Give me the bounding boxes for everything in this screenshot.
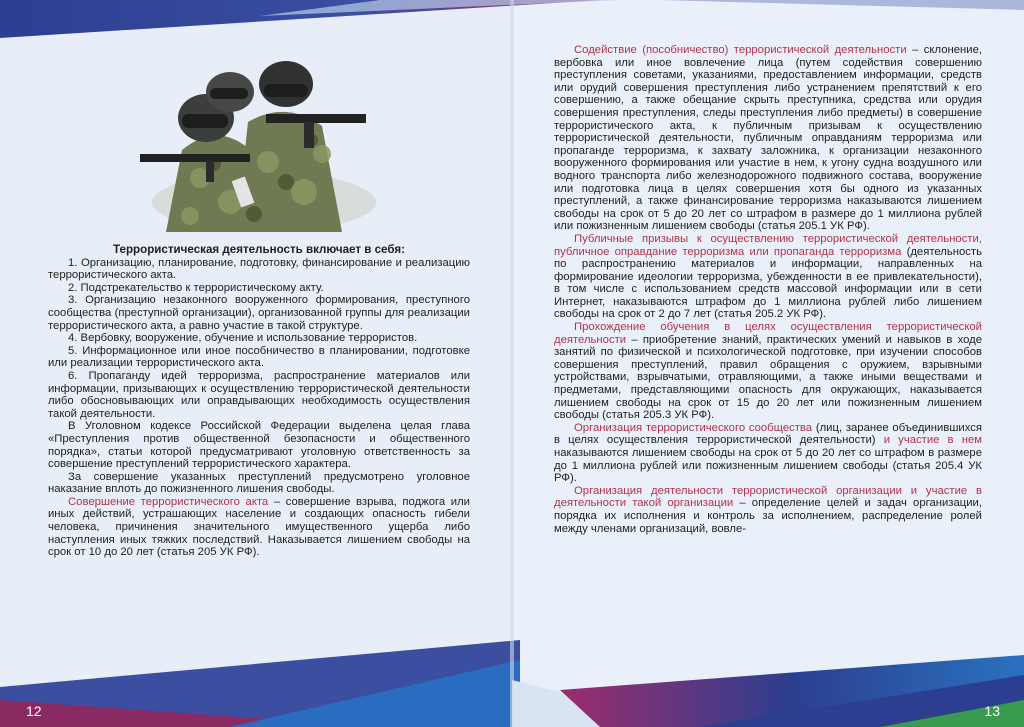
highlighted-term: Прохождение обучения в целях осуществления террористической деятельности bbox=[554, 321, 982, 346]
paragraph bbox=[48, 496, 470, 559]
highlighted-term: Содействие (пособничество) террористической деятельности bbox=[574, 44, 907, 56]
highlighted-term: Организация террористического сообщества bbox=[574, 421, 813, 434]
highlighted-term: Публичные призывы к осуществлению террористической деятельности, публичное оправдание терроризма или пропаганда терроризма bbox=[554, 232, 982, 258]
paragraph bbox=[554, 422, 982, 485]
list-item: 5. Информационное или иное пособничество в планировании, подготовке или реализации террористического акта. bbox=[48, 344, 470, 370]
list-item: 6. Пропаганду идей терроризма, распространение материалов или информации, призывающих к осуществлению террористической деятельности либо обосновывающих или оправдывающих необходимость осуществления такой деятельности. bbox=[48, 369, 470, 420]
paragraph-text: – определение целей и задач организации, порядка их исполнения и контроль за исполнением, распределение ролей между членами организаций, вовле- bbox=[554, 497, 982, 535]
list-item: 3. Организацию незаконного вооруженного формирования, преступного сообщества (преступной организации), организованной группы для реализации террористического акта, а равно участие в такой структуре. bbox=[48, 294, 470, 332]
special-forces-soldiers-image bbox=[136, 52, 376, 232]
list-item: 1. Организацию, планирование, подготовку, финансирование и реализацию террористического акта. bbox=[48, 256, 470, 282]
paragraph bbox=[554, 321, 982, 422]
paragraph-text: (лиц, заранее объединившихся в целях осуществления террористической деятельности) bbox=[554, 421, 983, 447]
list-item: 4. Вербовку, вооружение, обучение и использование террористов. bbox=[68, 332, 418, 345]
page-number-right: 13 bbox=[984, 703, 1000, 719]
left-column bbox=[48, 244, 470, 559]
list-item: 2. Подстрекательство к террористическому акту. bbox=[68, 281, 324, 294]
section-heading: Террористическая деятельность включает в себя: bbox=[113, 243, 405, 256]
paragraph-text: – совершение взрыва, поджога или иных действий, устрашающих население и создающих опасность гибели человека, причинения значительного имущественного ущерба либо наступления иных тяжких последствий. Наказывается лишением свободы на срок от 10 до 20 лет (статья 205 УК РФ). bbox=[48, 495, 470, 559]
right-column bbox=[554, 44, 982, 535]
paragraph-text: – склонение, вербовка или иное вовлечение лица (путем содействия совершению преступления советами, указаниями, предоставлением информации, средств или орудий совершения преступления либо устранением препятствий к его совершению, а также обещание скрыть преступника, средства или орудия совершения преступления, следы преступления либо предметы) в совершение террористического акта, к публичным призывам к осуществлению террористической деятельности, публичным оправданиям терроризма или пропаганде терроризма, к захвату заложника, к организации незаконного вооруженного формирования или участие в нем, к угону судна воздушного или водного транспорта либо железнодорожного подвижного состава, вооружение или подготовка лица в целях совершения хотя бы одного из указанных преступлений, а также финансирование терроризма наказываются лишением свободы на срок от 5 до 20 лет со штрафом в размере до 1 миллиона рублей или пожизненным лишением свободы (статья 205.1 УК РФ). bbox=[554, 44, 982, 233]
paragraph: В Уголовном кодексе Российской Федерации выделена целая глава «Преступления против общественной безопасности и общественного порядка», статьи которой предусматривают уголовную ответственность за совершение преступлений террористического характера. bbox=[48, 420, 470, 471]
paragraph-text: наказываются лишением свободы на срок от 5 до 20 лет со штрафом в размере до 1 миллиона рублей или пожизненным лишением свободы (статья 205.4 УК РФ). bbox=[554, 447, 982, 485]
highlighted-term: Совершение террористического акта bbox=[68, 495, 269, 508]
paragraph-text: (деятельность по распространению материалов и информации, направленных на формирование идеологии терроризма, убежденности в ее привлекательности), в том числе с использованием средств массовой информации или в сети Интернет, наказываются штрафом до 1 миллиона рублей либо лишением свободы на срок от 2 до 7 лет (статья 205.2 УК РФ). bbox=[554, 245, 982, 321]
paragraph: За совершение указанных преступлений предусмотрено уголовное наказание вплоть до пожизненного лишения свободы. bbox=[48, 470, 470, 496]
paragraph-text: – приобретение знаний, практических умений и навыков в ходе занятий по физической и психологической подготовке, при изучении способов совершения преступлений, правил обращения с оружием, взрывными устройствами, взрывчатыми, отравляющими, а также иными веществами и предметами, представляющими опасность для окружающих, наказывается лишением свободы на срок от 15 до 20 лет или пожизненным лишением свободы (статья 205.3 УК РФ). bbox=[554, 333, 982, 422]
paragraph bbox=[554, 485, 982, 535]
paragraph bbox=[554, 44, 982, 233]
highlighted-term: Организация деятельности террористической организации и участие в деятельности такой организации bbox=[554, 484, 982, 510]
highlighted-term: и участие в нем bbox=[883, 434, 982, 447]
paragraph bbox=[554, 233, 982, 321]
page-number-left: 12 bbox=[26, 703, 42, 719]
